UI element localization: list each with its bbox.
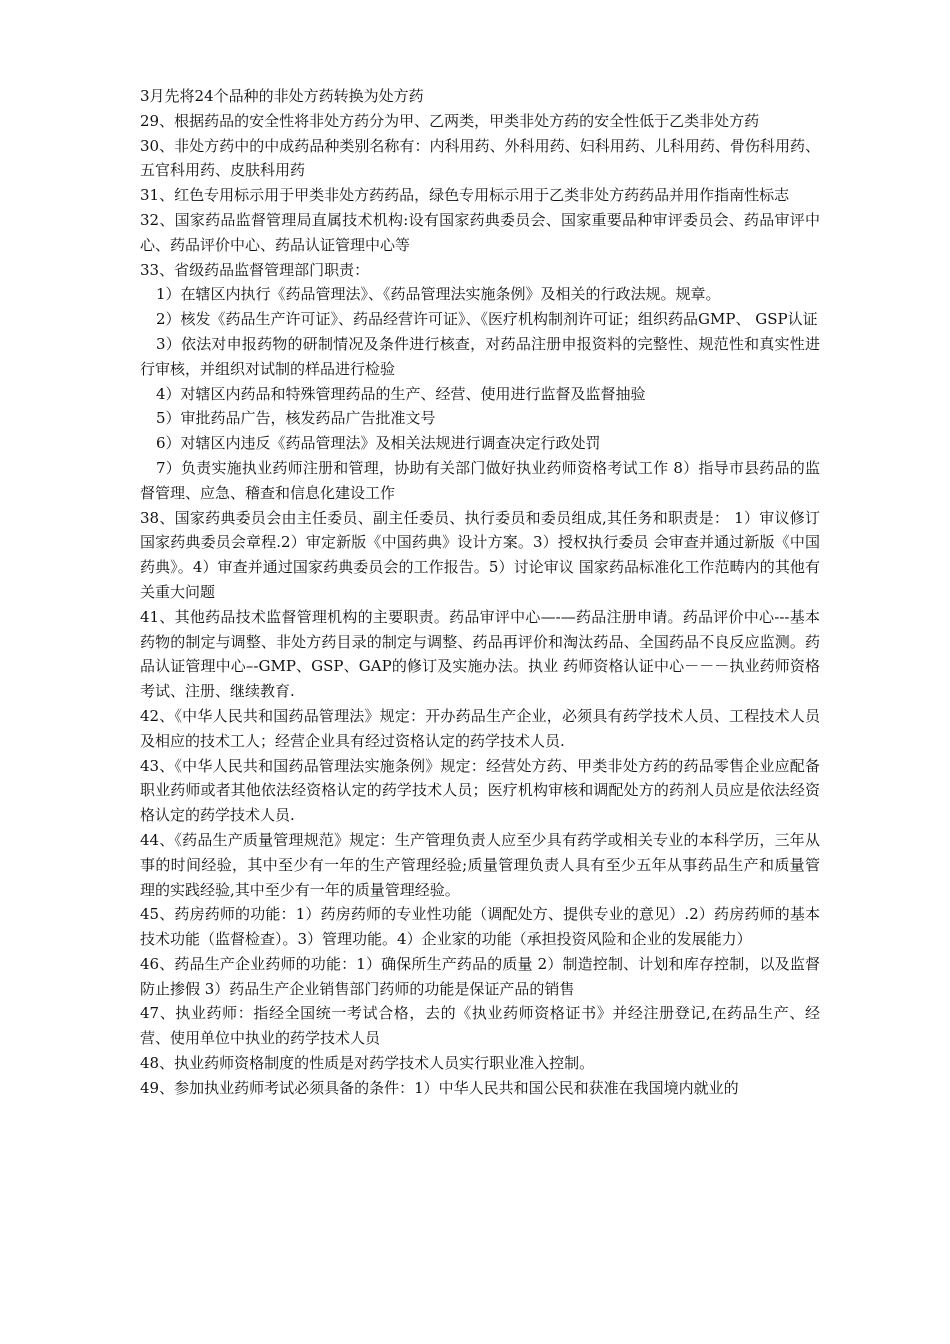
paragraph-42: 42、《中华人民共和国药品管理法》规定：开办药品生产企业，必须具有药学技术人员、工程技术人员及相应的技术工人；经营企业具有经过资格认定的药学技术人员. — [140, 706, 820, 750]
paragraph-30: 30、非处方药中的中成药品种类别名称有：内科用药、外科用药、妇科用药、儿科用药、骨伤科用药、五官科用药、皮肤科用药 — [140, 136, 820, 180]
paragraph-32: 32、国家药品监督管理局直属技术机构:设有国家药典委员会、国家重要品种审评委员会、药品审评中心、药品评价中心、药品认证管理中心等 — [140, 210, 820, 254]
list-item-33-7: 7）负责实施执业药师注册和管理，协助有关部门做好执业药师资格考试工作 8）指导市县药品的监督管理、应急、稽查和信息化建设工作 — [140, 458, 820, 502]
paragraph-31: 31、红色专用标示用于甲类非处方药药品，绿色专用标示用于乙类非处方药药品并用作指南性标志 — [140, 186, 790, 205]
paragraph-41: 41、其他药品技术监督管理机构的主要职责。药品审评中心—-—药品注册申请。药品评价中心---基本药物的制定与调整、非处方药目录的制定与调整、药品再评价和淘汰药品、全国药品不良反应监测。药品认证管理中心–-GMP、GSP、GAP的修订及实施办法。执业 药师资格认证中心－－－执业药师资格考试、注册、继续教育. — [140, 607, 820, 701]
paragraph-49: 49、参加执业药师考试必须具备的条件：1）中华人民共和国公民和获准在我国境内就业的 — [140, 1078, 739, 1097]
list-item-33-2: 2）核发《药品生产许可证》、药品经营许可证》、《医疗机构制剂许可证；组织药品GMP、 GSP认证 — [156, 310, 818, 329]
list-item-33-6: 6）对辖区内违反《药品管理法》及相关法规进行调查决定行政处罚 — [156, 434, 601, 453]
paragraph-29: 29、根据药品的安全性将非处方药分为甲、乙两类，甲类非处方药的安全性低于乙类非处方药 — [140, 111, 760, 130]
paragraph-46: 46、药品生产企业药师的功能：1）确保所生产药品的质量 2）制造控制、计划和库存控制，以及监督防止掺假 3）药品生产企业销售部门药师的功能是保证产品的销售 — [140, 954, 820, 998]
list-item-33-3: 3）依法对申报药物的研制情况及条件进行核查，对药品注册申报资料的完整性、规范性和真实性进行审核，并组织对试制的样品进行检验 — [140, 334, 820, 378]
paragraph-33: 33、省级药品监督管理部门职责： — [140, 260, 370, 279]
paragraph-44: 44、《药品生产质量管理规范》规定：生产管理负责人应至少具有药学或相关专业的本科学历，三年从事的时间经验，其中至少有一年的生产管理经验;质量管理负责人具有至少五年从事药品生产和质量管理的实践经验,其中至少有一年的质量管理经验。 — [140, 830, 820, 899]
paragraph-48: 48、执业药师资格制度的性质是对药学技术人员实行职业准入控制。 — [140, 1054, 595, 1073]
list-item-33-4: 4）对辖区内药品和特殊管理药品的生产、经营、使用进行监督及监督抽验 — [156, 384, 646, 403]
list-item-33-1: 1）在辖区内执行《药品管理法》、《药品管理法实施条例》及相关的行政法规。规章。 — [156, 285, 721, 304]
list-item-33-5: 5）审批药品广告，核发药品广告批准文号 — [156, 409, 436, 428]
paragraph-47: 47、执业药师：指经全国统一考试合格，去的《执业药师资格证书》并经注册登记,在药品生产、经营、使用单位中执业的药学技术人员 — [140, 1004, 820, 1048]
paragraph-otc-conversion: 3月先将24个品种的非处方药转换为处方药 — [140, 87, 424, 105]
paragraph-38: 38、国家药典委员会由主任委员、副主任委员、执行委员和委员组成,其任务和职责是： 1）审议修订国家药典委员会章程.2）审定新版《中国药典》设计方案。3）授权执行委员 会审查并通过新版《中国药典》。4）审查并通过国家药典委员会的工作报告。5）讨论审议 国家药品标准化工作范畴内的其他有关重大问题 — [140, 508, 820, 601]
document-body — [140, 84, 820, 1101]
paragraph-43: 43、《中华人民共和国药品管理法实施条例》规定：经营处方药、甲类非处方药的药品零售企业应配备职业药师或者其他依法经资格认定的药学技术人员；医疗机构审核和调配处方的药剂人员应是依法经资格认定的药学技术人员. — [140, 756, 820, 825]
paragraph-45: 45、药房药师的功能：1）药房药师的专业性功能（调配处方、提供专业的意见）.2）药房药师的基本技术功能（监督检查）。3）管理功能。4）企业家的功能（承担投资风险和企业的发展能力） — [140, 905, 820, 949]
